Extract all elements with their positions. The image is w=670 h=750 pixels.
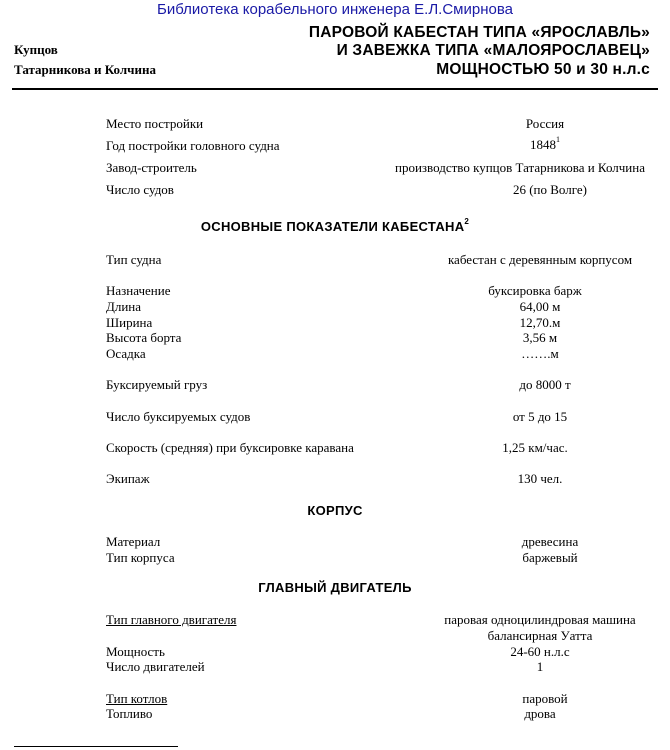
footnote-rule: [14, 746, 178, 747]
main-label: Тип судна: [106, 252, 162, 267]
footnote-ref: 1: [556, 135, 560, 144]
footnote-ref: 2: [464, 217, 470, 226]
engine-label: Топливо: [106, 706, 153, 721]
main-value: буксировка барж: [488, 283, 582, 298]
general-value: производство купцов Татарникова и Колчина: [394, 160, 645, 175]
title-line-3: МОЩНОСТЬЮ 50 и 30 н.л.с: [436, 61, 650, 78]
main-value: 3,56 м: [522, 330, 558, 345]
engine-value-continued: балансирная Уатта: [487, 628, 593, 643]
general-label: Год постройки головного судна: [106, 138, 280, 153]
general-value: [500, 137, 590, 153]
hull-label: Материал: [106, 534, 161, 549]
engine-value: 24-60 н.л.с: [510, 644, 570, 659]
engine-label: Тип котлов: [106, 691, 168, 706]
engine-value: паровой: [522, 691, 568, 706]
main-value: 12,70.м: [519, 315, 561, 330]
general-label: Завод-строитель: [106, 160, 197, 175]
hull-label: Тип корпуса: [106, 550, 175, 565]
hull-value: баржевый: [522, 550, 578, 565]
main-label: Осадка: [106, 346, 146, 361]
main-label: Ширина: [106, 315, 153, 330]
general-value: Россия: [525, 116, 565, 131]
general-label: Число судов: [106, 182, 174, 197]
main-label: Скорость (средняя) при буксировке каравана: [106, 440, 354, 455]
main-value: 64,00 м: [519, 299, 561, 314]
section-title-text: ОСНОВНЫЕ ПОКАЗАТЕЛИ КАБЕСТАНА: [200, 219, 465, 234]
main-value: …….м: [521, 346, 559, 361]
main-value: до 8000 т: [519, 377, 571, 392]
main-value: кабестан с деревянным корпусом: [447, 252, 633, 267]
author-line-2: Татарникова и Колчина: [14, 62, 156, 77]
main-label: Высота борта: [106, 330, 182, 345]
main-label: Длина: [106, 299, 142, 314]
main-value: 130 чел.: [517, 471, 563, 486]
hull-value: древесина: [521, 534, 579, 549]
general-value: 26 (по Волге): [512, 182, 588, 197]
author-line-1: Купцов: [14, 42, 58, 57]
library-header: Библиотека корабельного инженера Е.Л.Смирнова: [157, 1, 513, 18]
engine-value: дрова: [524, 706, 556, 721]
title-line-1: ПАРОВОЙ КАБЕСТАН ТИПА «ЯРОСЛАВЛЬ»: [308, 24, 650, 41]
general-label: Место постройки: [106, 116, 204, 131]
main-label: Число буксируемых судов: [106, 409, 251, 424]
engine-value: 1: [536, 659, 544, 674]
section-title-engine: ГЛАВНЫЙ ДВИГАТЕЛЬ: [258, 580, 412, 595]
main-label: Буксируемый груз: [106, 377, 208, 392]
main-value: от 5 до 15: [512, 409, 568, 424]
engine-label: Мощность: [106, 644, 165, 659]
engine-label: Тип главного двигателя: [106, 612, 237, 627]
main-value: 1,25 км/час.: [502, 440, 568, 455]
main-label: Экипаж: [106, 471, 150, 486]
section-title-main: [0, 219, 670, 234]
engine-label: Число двигателей: [106, 659, 205, 674]
engine-value: паровая одноцилиндровая машина: [444, 612, 636, 627]
year-value: 1848: [530, 137, 556, 152]
title-line-2: И ЗАВЕЖКА ТИПА «МАЛОЯРОСЛАВЕЦ»: [336, 42, 650, 59]
main-label: Назначение: [106, 283, 171, 298]
section-title-hull: КОРПУС: [307, 503, 363, 518]
header-rule: [12, 88, 658, 90]
